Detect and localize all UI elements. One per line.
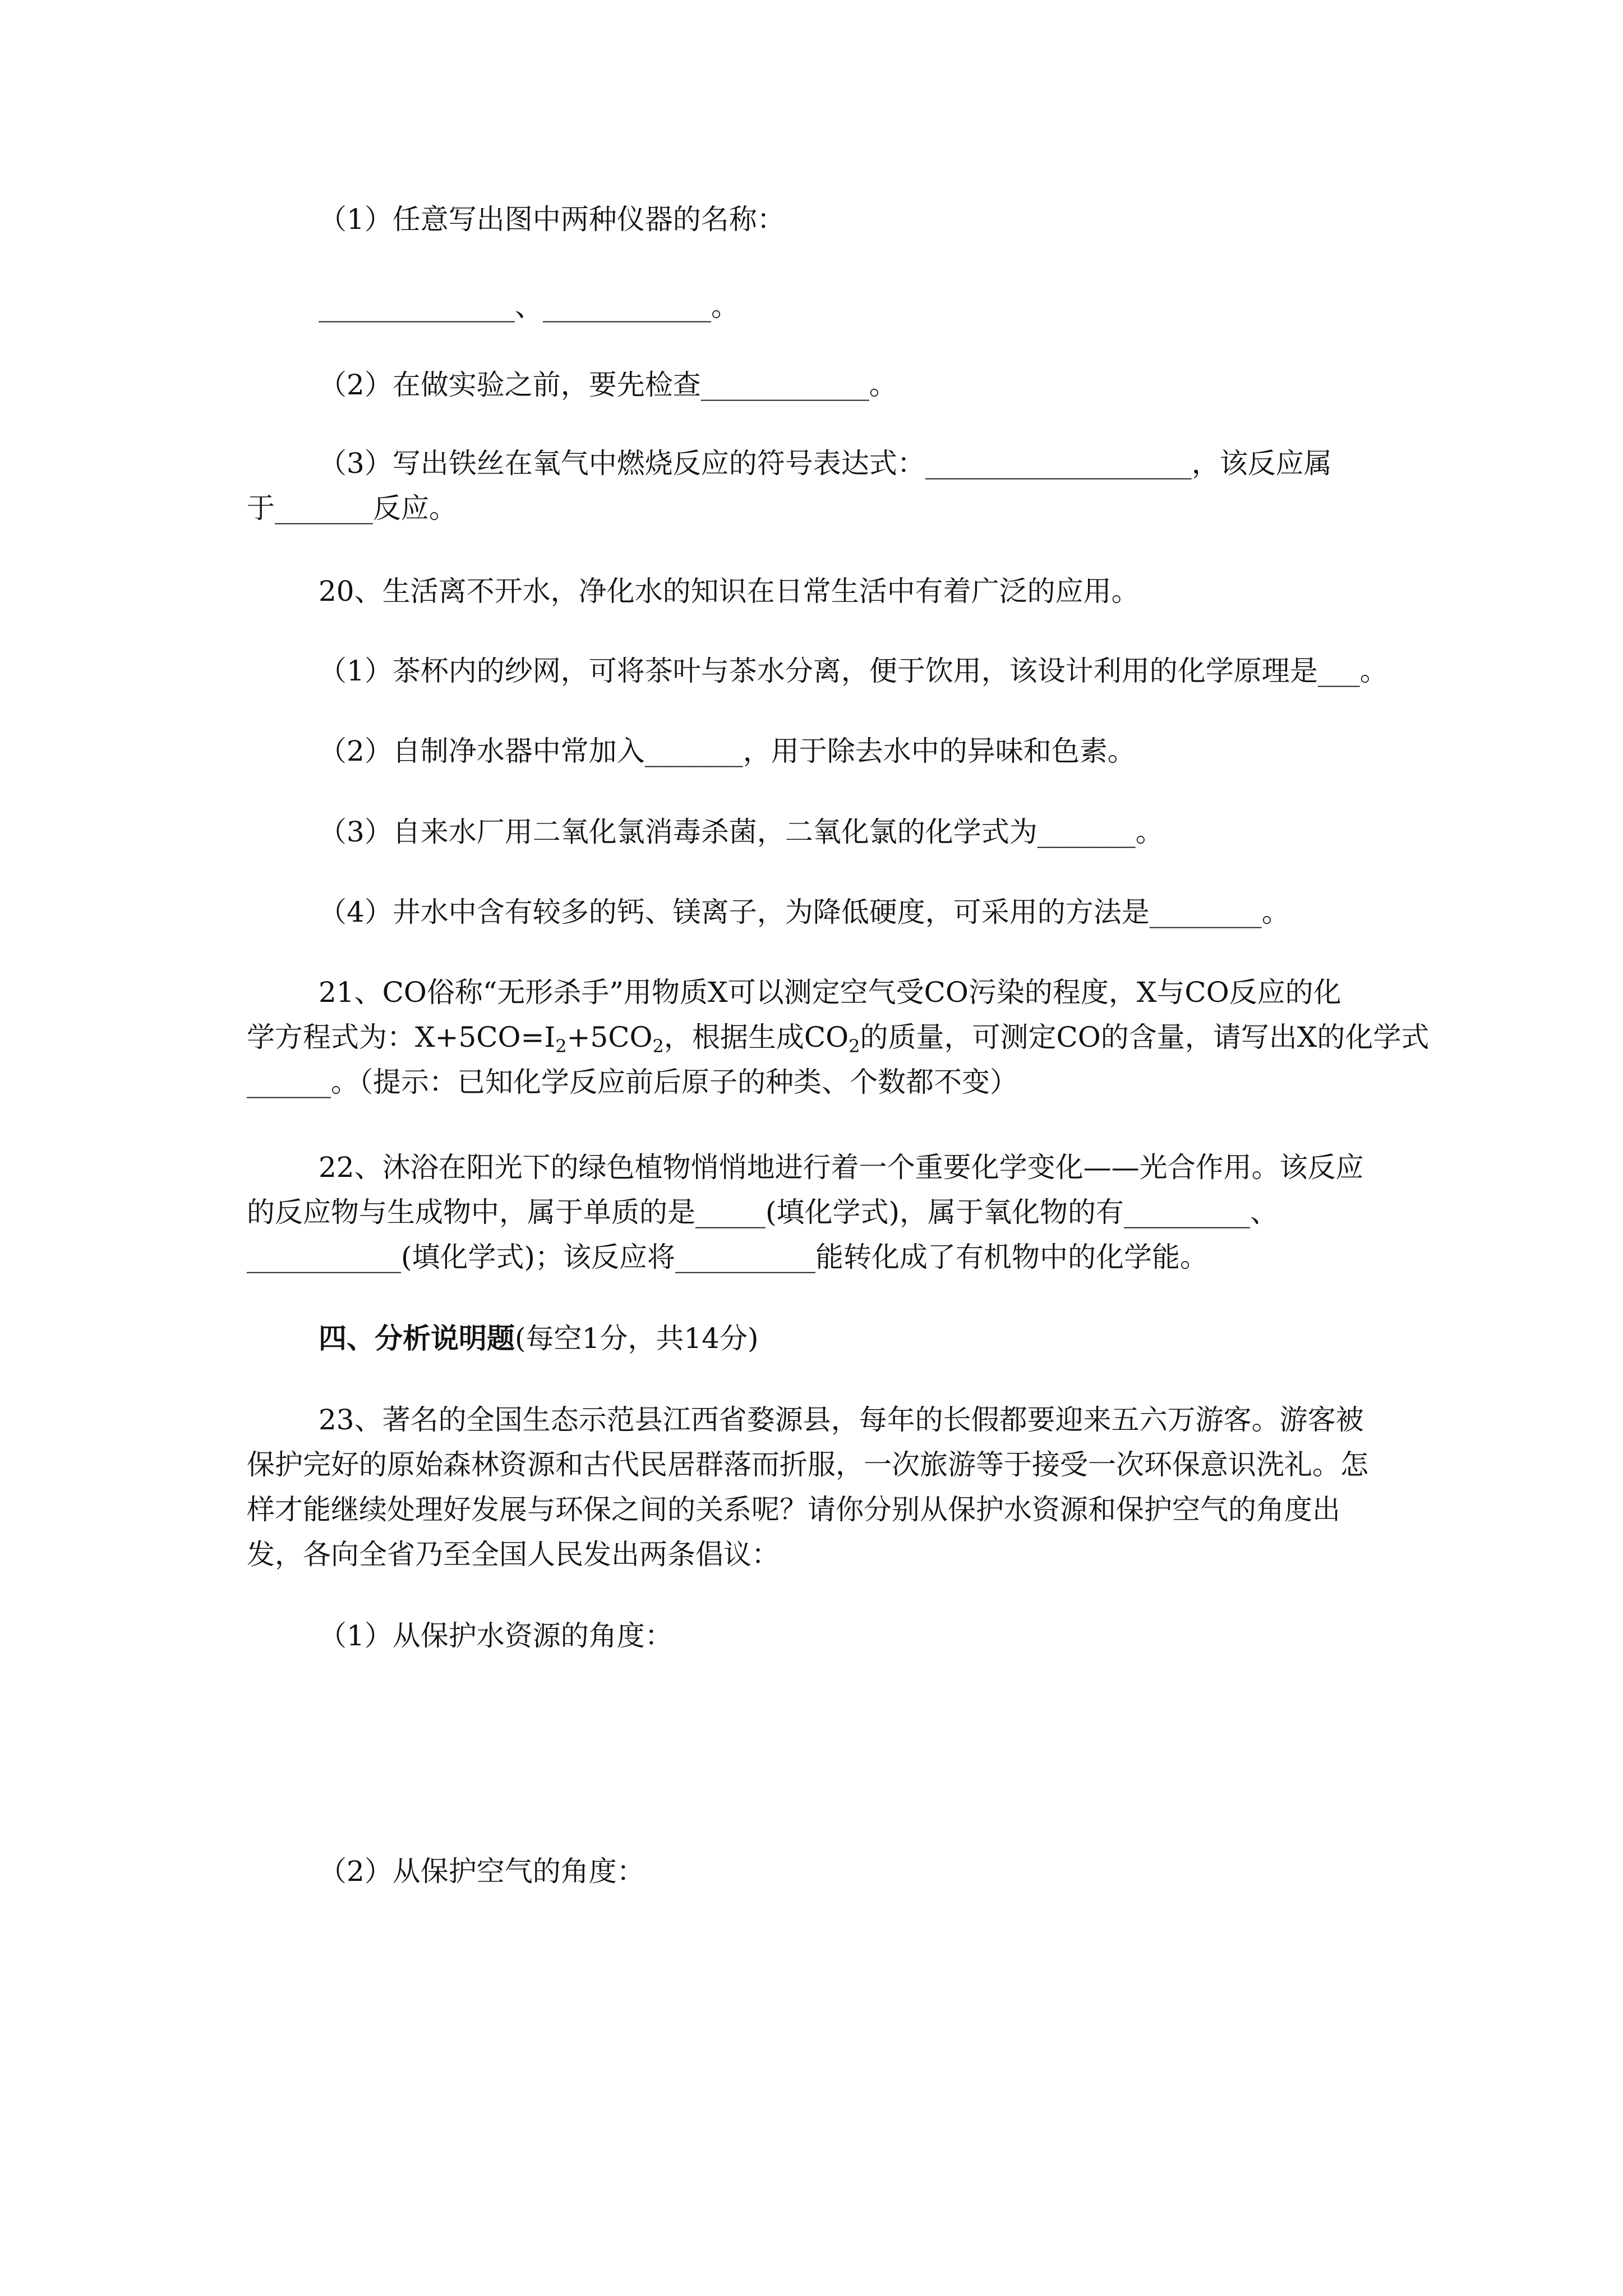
q21-subscript-3: 2 <box>849 1036 860 1057</box>
q23-line2: 保护完好的原始森林资源和古代民居群落而折服，一次旅游等于接受一次环保意识洗礼。怎 <box>247 1448 1368 1481</box>
section-title: 四、分析说明题 <box>319 1322 515 1355</box>
q21-line1: 21、CO俗称“无形杀手”用物质X可以测定空气受CO污染的程度，X与CO反应的化 <box>319 976 1341 1009</box>
q23-line4: 发，各向全省乃至全国人民发出两条倡议： <box>247 1538 780 1571</box>
q19-part1-blanks: ______________、____________。 <box>319 290 739 323</box>
section-heading <box>319 1318 1451 1359</box>
section-scoring-note: (每空1分，共14分) <box>515 1322 759 1355</box>
q20-part4: （4）井水中含有较多的钙、镁离子，为降低硬度，可采用的方法是________。 <box>319 896 1290 928</box>
q21-line2-part-a: 学方程式为：X+5CO=I <box>247 1021 556 1053</box>
q21-subscript-2: 2 <box>652 1036 664 1057</box>
q19-part2: （2）在做实验之前，要先检查____________。 <box>319 369 897 401</box>
q21-line2-part-b: +5CO <box>566 1021 653 1053</box>
q21-subscript-1: 2 <box>555 1036 567 1057</box>
q21-line2-part-d: 的质量，可测定CO的含量，请写出X的化学式 <box>860 1021 1430 1053</box>
q19-part1: （1）任意写出图中两种仪器的名称： <box>319 203 785 236</box>
q23-part2: （2）从保护空气的角度： <box>319 1855 645 1888</box>
q22-line1: 22、沐浴在阳光下的绿色植物悄悄地进行着一个重要化学变化——光合作用。该反应 <box>319 1151 1364 1184</box>
q21-line3: ______。（提示：已知化学反应前后原子的种类、个数都不变） <box>247 1066 1018 1098</box>
q23-part1: （1）从保护水资源的角度： <box>319 1619 673 1652</box>
q23-line1: 23、著名的全国生态示范县江西省婺源县，每年的长假都要迎来五六万游客。游客被 <box>319 1404 1364 1436</box>
q22-line2: 的反应物与生成物中，属于单质的是_____(填化学式)，属于氧化物的有_________、 <box>247 1196 1279 1228</box>
q21-line2-part-c: ，根据生成CO <box>663 1021 849 1053</box>
q23-line3: 样才能继续处理好发展与环保之间的关系呢？请你分别从保护水资源和保护空气的角度出 <box>247 1493 1340 1526</box>
q20-part2: （2）自制净水器中常加入_______，用于除去水中的异味和色素。 <box>319 735 1136 767</box>
q22-line3: ___________(填化学式)；该反应将__________能转化成了有机物中的化学能。 <box>247 1241 1209 1273</box>
q20-stem: 20、生活离不开水，净化水的知识在日常生活中有着广泛的应用。 <box>319 575 1140 608</box>
q20-part1: （1）茶杯内的纱网，可将茶叶与茶水分离，便于饮用，该设计利用的化学原理是___。 <box>319 655 1388 687</box>
q21-line2 <box>247 1017 1430 1057</box>
q19-part3-line1: （3）写出铁丝在氧气中燃烧反应的符号表达式：___________________，该反应属 <box>319 447 1332 480</box>
q20-part3: （3）自来水厂用二氧化氯消毒杀菌，二氧化氯的化学式为_______。 <box>319 816 1164 848</box>
q19-part3-line2: 于_______反应。 <box>247 492 457 524</box>
